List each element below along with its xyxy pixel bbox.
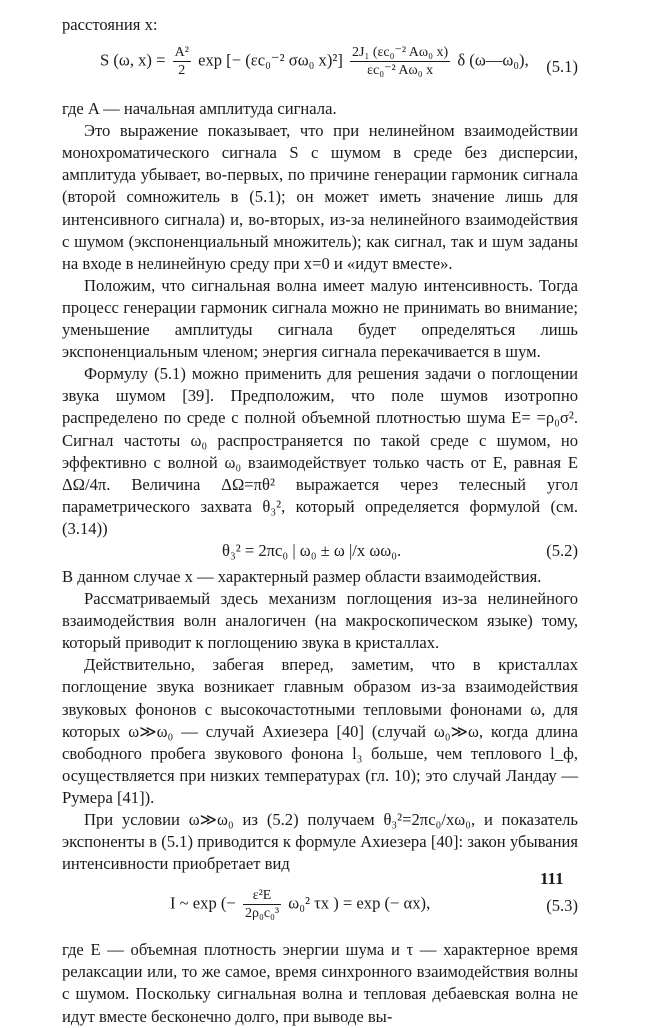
formula-5-2-body: θ₃² = 2πc₀ | ω₀ ± ω |/x ωω₀. bbox=[222, 540, 402, 560]
paragraph-2: Положим, что сигнальная волна имеет малую интенсивность. Тогда процесс генерации гармоник сигнала можно не принимать во внимание; уменьшение амплитуды сигнала будет определяться лишь экспоненциальным членом; энергия сигнала перекачивается в шум. bbox=[62, 275, 578, 362]
formula-5-1-lhs: S (ω, x) = bbox=[100, 50, 166, 70]
formula-5-1-bessel bbox=[350, 44, 450, 79]
formula-5-3-tail: ω₀² τx ) = exp (− αx), bbox=[288, 893, 431, 913]
paragraph-4: В данном случае x — характерный размер области взаимодействия. bbox=[62, 566, 542, 586]
formula-5-1-exp: exp [− (εc₀⁻² σω₀ x)²] bbox=[198, 50, 343, 70]
where-a-line: где A — начальная амплитуда сигнала. bbox=[62, 99, 337, 119]
paragraph-6: Действительно, забегая вперед, заметим, что в кристаллах поглощение звука возникает главным образом из-за взаимодействия звуковых фононов с высокочастотными тепловыми фононами ω, для которых ω≫ω₀ — случай Ахиезера [40] (случай ω₀≫ω, когда длина свободного пробега звукового фонона l₃ больше, чем теплового l_ф, осуществляется при низких температурах (гл. 10); это случай Ландау — Румера [41]). bbox=[62, 655, 578, 807]
paragraph-1: Это выражение показывает, что при нелинейном взаимодействии монохроматического сигнала S с шумом в среде без дисперсии, амплитуда убывает, во-первых, по причине генерации гармоник сигнала (второй сомножитель в (5.1); он может иметь значение лишь для интенсивного сигнала) и, во-вторых, из-за нелинейного взаимодействия с шумом (экспоненциальный множитель); как сигнал, так и шум заданы на входе в нелинейную среду при x=0 и «идут вместе». bbox=[62, 121, 578, 273]
formula-5-1-delta: δ (ω—ω₀), bbox=[457, 50, 529, 70]
formula-5-1-bessel-den: εc₀⁻² Aω₀ x bbox=[367, 63, 434, 79]
intro-line: расстояния x: bbox=[62, 15, 158, 34]
formula-5-1 bbox=[62, 38, 578, 98]
formula-5-3-frac-num: ε²E bbox=[243, 887, 281, 905]
page-content bbox=[62, 14, 578, 1028]
formula-5-3-lhs: I ~ exp (− bbox=[170, 893, 236, 913]
formula-5-1-bessel-num: 2J₁ (εc₀⁻² Aω₀ x) bbox=[352, 45, 449, 61]
formula-5-3-frac-den: 2ρ₀c₀³ bbox=[244, 906, 280, 922]
paragraph-3: Формулу (5.1) можно применить для решения задачи о поглощении звука шумом [39]. Предположим, что поле шумов изотропно распределено по среде с полной объемной плотностью шума E= =ρ₀σ². Сигнал частоты ω₀ распространяется по такой среде с шумом, но эффективно с волной ω₀ взаимодействует только часть от E, равная E ΔΩ/4π. Величина ΔΩ=πθ² выражается через телесный угол параметрического захвата θ₃², который определяется формулой (см. (3.14)) bbox=[62, 364, 578, 538]
formula-5-3-frac bbox=[243, 887, 281, 922]
formula-5-1-coef bbox=[173, 44, 191, 79]
paragraph-5: Рассматриваемый здесь механизм поглощения из-за нелинейного взаимодействия волн аналогичен (на макроскопическом языке) тому, который приводит к поглощению звука в кристаллах. bbox=[62, 589, 578, 653]
formula-5-2 bbox=[62, 540, 578, 566]
formula-5-1-coef-den: 2 bbox=[178, 63, 186, 79]
paragraph-8: где E — объемная плотность энергии шума и τ — характерное время релаксации или, то же самое, время синхронного взаимодействия волны с шумом. Поскольку сигнальная волна и тепловая дебаевская волна не идут вместе бесконечно долго, при выводе вы- bbox=[62, 940, 578, 1026]
formula-5-2-number: (5.2) bbox=[546, 540, 578, 560]
formula-5-1-coef-num: A² bbox=[174, 45, 189, 61]
formula-5-1-number: (5.1) bbox=[546, 57, 578, 77]
page-number: 111 bbox=[540, 869, 564, 888]
formula-5-3 bbox=[62, 879, 578, 929]
formula-5-3-number: (5.3) bbox=[546, 896, 578, 916]
paragraph-7: При условии ω≫ω₀ из (5.2) получаем θ₃²=2πc₀/xω₀, и показатель экспоненты в (5.1) приводится к формуле Ахиезера [40]: закон убывания интенсивности приобретает вид bbox=[62, 810, 578, 874]
